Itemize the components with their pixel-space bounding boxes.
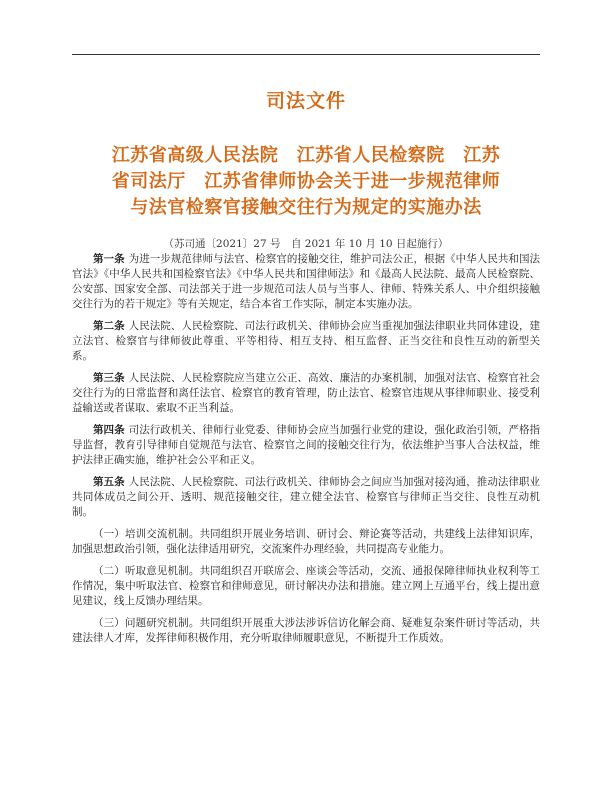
article-text: 人民法院、人民检察院、司法行政机关、律师协会之间应当加强对接沟通，推动法律职业共同体成员之间公开、透明、规范接触交往，建立健全法官、检察官与律师正当交往、良性互动机制。	[72, 476, 541, 518]
article-paragraph	[72, 423, 540, 468]
document-title	[72, 143, 540, 221]
article-text: 为进一步规范律师与法官、检察官的接触交往，维护司法公正，根据《中华人民共和国法官法》《中华人民共和国检察官法》《中华人民共和国律师法》和《最高人民法院、最高人民检察院、公安部、国家安全部、司法部关于进一步规范司法人员与当事人、律师、特殊关系人、中介组织接触交往行为的若干规定》等有关规定，结合本省工作实际，制定本实施办法。	[72, 253, 541, 310]
title-line: 与法官检察官接触交往行为规定的实施办法	[130, 197, 482, 218]
clause-paragraph	[72, 616, 540, 646]
article-paragraph	[72, 475, 540, 520]
clause-text: （三）问题研究机制。共同组织开展重大涉法涉诉信访化解会商、疑难复杂案件研讨等活动，共建法律人才库，发挥律师积极作用，充分听取律师履职意见，不断提升工作质效。	[72, 617, 540, 644]
clause-text: （二）听取意见机制。共同组织召开联席会、座谈会等活动，交流、通报保障律师执业权利等工作情况，集中听取法官、检察官和律师意见，研讨解决办法和措施。建立网上互通平台，线上提出意见建议，线上反馈办理结果。	[72, 565, 540, 607]
article-paragraph	[72, 252, 540, 312]
clause-paragraph	[72, 564, 540, 609]
clause-paragraph	[72, 527, 540, 557]
article-label: 第一条	[93, 253, 125, 265]
clause-text: （一）培训交流机制。共同组织开展业务培训、研讨会、辩论赛等活动，共建线上法律知识库，加强思想政治引领，强化法律适用研究，交流案件办理经验，共同提高专业能力。	[72, 528, 540, 555]
article-text: 人民法院、人民检察院、司法行政机关、律师协会应当重视加强法律职业共同体建设，建立法官、检察官与律师彼此尊重、平等相待、相互支持、相互监督、正当交往和良性互动的新型关系。	[72, 320, 541, 362]
document-body	[72, 252, 540, 653]
article-paragraph	[72, 371, 540, 416]
article-text: 人民法院、人民检察院应当建立公正、高效、廉洁的办案机制，加强对法官、检察官社会交往行为的日常监督和离任法官、检察官的教育管理，防止法官、检察官违规从事律师职业、接受利益输送或者谋取、索取不正当利益。	[72, 372, 541, 414]
header-rule	[72, 54, 540, 55]
article-label: 第二条	[93, 320, 125, 332]
section-title: 司法文件	[265, 90, 346, 112]
article-label: 第三条	[93, 372, 125, 384]
article-paragraph	[72, 319, 540, 364]
article-label: 第五条	[93, 476, 125, 488]
article-label: 第四条	[93, 424, 125, 436]
document-subtitle: （苏司通〔2021〕27 号 自 2021 年 10 月 10 日起施行）	[163, 238, 449, 250]
article-text: 司法行政机关、律师行业党委、律师协会应当加强行业党的建设，强化政治引领，严格指导监督，教育引导律师自觉规范与法官、检察官之间的接触交往行为，依法维护当事人合法权益，维护法律正确实施，维护社会公平和正义。	[72, 424, 541, 466]
title-line: 省司法厅 江苏省律师协会关于进一步规范律师	[111, 171, 501, 192]
title-line: 江苏省高级人民法院 江苏省人民检察院 江苏	[111, 145, 501, 166]
